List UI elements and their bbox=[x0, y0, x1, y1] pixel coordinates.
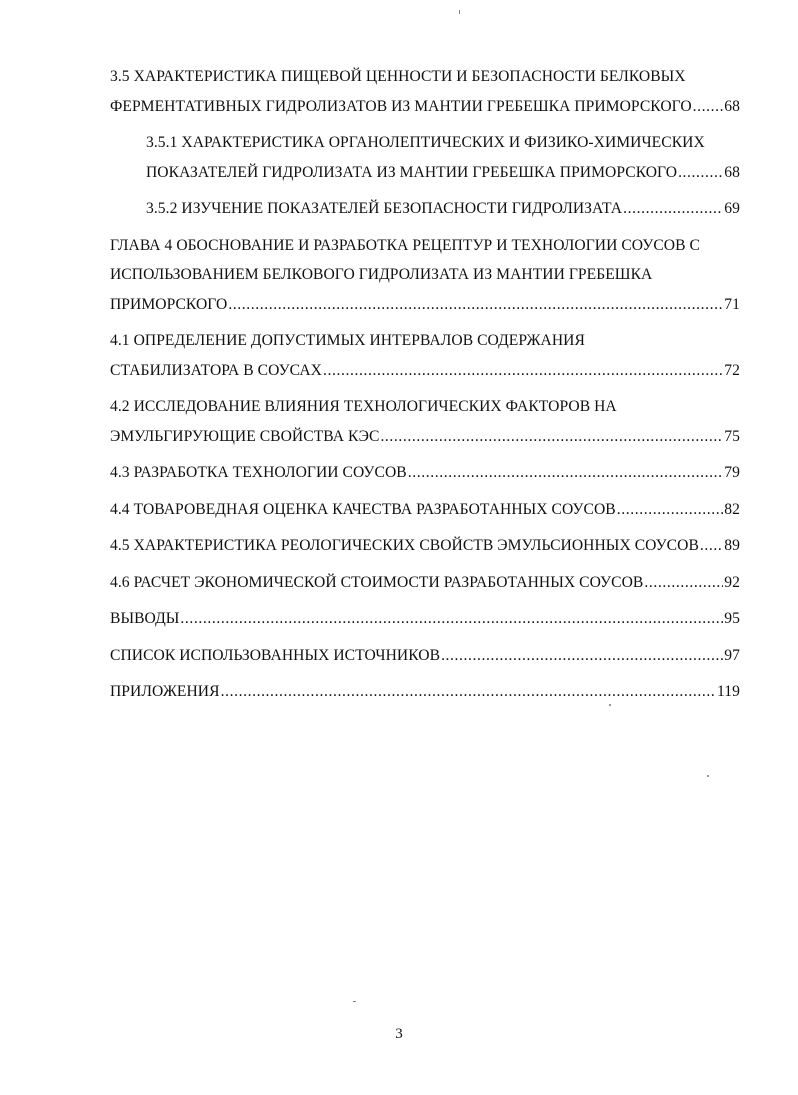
scan-speck bbox=[609, 704, 611, 706]
toc-entry-title: ПОКАЗАТЕЛЕЙ ГИДРОЛИЗАТА ИЗ МАНТИИ ГРЕБЕШКА ПРИМОРСКОГО bbox=[146, 163, 678, 181]
toc-entry-final-line bbox=[110, 531, 740, 561]
toc-page-number: 68 bbox=[724, 97, 740, 115]
toc-entry-final-line bbox=[146, 194, 740, 224]
toc-page-number: 119 bbox=[717, 683, 740, 700]
toc-entry-title: 4.4 ТОВАРОВЕДНАЯ ОЦЕНКА КАЧЕСТВА РАЗРАБОТАННЫХ СОУСОВ bbox=[110, 500, 616, 518]
toc-leader-dots bbox=[617, 495, 724, 525]
toc-entry-line: 4.2 ИССЛЕДОВАНИЕ ВЛИЯНИЯ ТЕХНОЛОГИЧЕСКИХ ФАКТОРОВ НА bbox=[110, 398, 617, 415]
toc-leader-dots bbox=[408, 458, 724, 488]
toc-entry bbox=[110, 641, 740, 671]
toc-entry bbox=[110, 677, 740, 707]
toc-leader-dots bbox=[644, 568, 723, 598]
scan-speck bbox=[353, 1001, 356, 1002]
toc-entry-title: ПРИМОРСКОГО bbox=[110, 295, 228, 313]
toc-entry-title: СПИСОК ИСПОЛЬЗОВАННЫХ ИСТОЧНИКОВ bbox=[110, 646, 441, 664]
page-number: 3 bbox=[395, 1026, 403, 1042]
toc-entry-final-line bbox=[110, 290, 740, 320]
toc-entry-line: 4.1 ОПРЕДЕЛЕНИЕ ДОПУСТИМЫХ ИНТЕРВАЛОВ СОДЕРЖАНИЯ bbox=[110, 332, 585, 349]
toc-entry-title: 4.6 РАСЧЕТ ЭКОНОМИЧЕСКОЙ СТОИМОСТИ РАЗРАБОТАННЫХ СОУСОВ bbox=[110, 573, 644, 591]
toc-entry-line: 3.5.1 ХАРАКТЕРИСТИКА ОРГАНОЛЕПТИЧЕСКИХ И ФИЗИКО-ХИМИЧЕСКИХ bbox=[146, 134, 705, 151]
toc-leader-dots bbox=[441, 641, 723, 671]
toc-page-number: 95 bbox=[724, 610, 740, 627]
toc-entry bbox=[110, 458, 740, 488]
toc-entry bbox=[110, 392, 740, 451]
toc-page-number: 97 bbox=[724, 646, 740, 664]
toc-leader-dots bbox=[180, 604, 723, 634]
table-of-contents bbox=[110, 62, 740, 714]
toc-entry bbox=[110, 326, 740, 385]
toc-entry bbox=[110, 568, 740, 598]
toc-leader-dots bbox=[380, 422, 723, 452]
toc-entry-final-line bbox=[110, 677, 740, 707]
toc-leader-dots bbox=[693, 92, 724, 122]
toc-page-number: 89 bbox=[724, 537, 740, 554]
toc-entry bbox=[110, 604, 740, 634]
toc-entry-final-line bbox=[110, 495, 740, 525]
scan-speck bbox=[459, 10, 460, 14]
toc-entry-line: 3.5 ХАРАКТЕРИСТИКА ПИЩЕВОЙ ЦЕННОСТИ И БЕЗОПАСНОСТИ БЕЛКОВЫХ bbox=[110, 68, 686, 85]
toc-entry-title: 4.5 ХАРАКТЕРИСТИКА РЕОЛОГИЧЕСКИХ СВОЙСТВ ЭМУЛЬСИОННЫХ СОУСОВ bbox=[110, 537, 699, 554]
toc-leader-dots bbox=[221, 677, 716, 707]
toc-leader-dots bbox=[623, 194, 723, 224]
toc-entry-line: ИСПОЛЬЗОВАНИЕМ БЕЛКОВОГО ГИДРОЛИЗАТА ИЗ МАНТИИ ГРЕБЕШКА bbox=[110, 266, 653, 283]
toc-entry bbox=[110, 194, 740, 224]
toc-entry-final-line bbox=[110, 568, 740, 598]
toc-entry bbox=[110, 128, 740, 187]
toc-entry-final-line bbox=[110, 356, 740, 386]
toc-entry-title: 4.3 РАЗРАБОТКА ТЕХНОЛОГИИ СОУСОВ bbox=[110, 464, 407, 481]
toc-page-number: 68 bbox=[724, 163, 740, 181]
toc-entry bbox=[110, 231, 740, 320]
toc-page-number: 69 bbox=[724, 200, 740, 217]
toc-entry-title: ЭМУЛЬГИРУЮЩИЕ СВОЙСТВА КЭС bbox=[110, 427, 380, 445]
toc-entry bbox=[110, 62, 740, 121]
toc-entry bbox=[110, 495, 740, 525]
toc-entry-final-line bbox=[110, 604, 740, 634]
toc-entry-final-line bbox=[110, 92, 740, 122]
toc-page-number: 75 bbox=[724, 427, 740, 445]
toc-entry-final-line bbox=[110, 641, 740, 671]
toc-page-number: 79 bbox=[724, 464, 740, 481]
toc-entry-line: ГЛАВА 4 ОБОСНОВАНИЕ И РАЗРАБОТКА РЕЦЕПТУР И ТЕХНОЛОГИИ СОУСОВ С bbox=[110, 236, 700, 254]
toc-entry-title: ПРИЛОЖЕНИЯ bbox=[110, 683, 220, 700]
toc-entry bbox=[110, 531, 740, 561]
toc-leader-dots bbox=[323, 356, 723, 386]
scan-speck bbox=[707, 775, 709, 777]
toc-leader-dots bbox=[678, 158, 723, 188]
toc-entry-title: ВЫВОДЫ bbox=[110, 610, 180, 627]
toc-leader-dots bbox=[228, 290, 723, 320]
toc-page-number: 82 bbox=[724, 500, 740, 518]
toc-entry-final-line bbox=[146, 158, 740, 188]
toc-page-number: 71 bbox=[724, 295, 740, 313]
toc-entry-title: СТАБИЛИЗАТОРА В СОУСАХ bbox=[110, 361, 322, 379]
toc-page-number: 72 bbox=[724, 361, 740, 379]
toc-leader-dots bbox=[700, 531, 723, 561]
toc-entry-final-line bbox=[110, 422, 740, 452]
toc-page-number: 92 bbox=[724, 573, 740, 591]
toc-entry-final-line bbox=[110, 458, 740, 488]
toc-entry-title: ФЕРМЕНТАТИВНЫХ ГИДРОЛИЗАТОВ ИЗ МАНТИИ ГРЕБЕШКА ПРИМОРСКОГО bbox=[110, 97, 692, 115]
toc-entry-title: 3.5.2 ИЗУЧЕНИЕ ПОКАЗАТЕЛЕЙ БЕЗОПАСНОСТИ ГИДРОЛИЗАТА bbox=[146, 200, 623, 217]
